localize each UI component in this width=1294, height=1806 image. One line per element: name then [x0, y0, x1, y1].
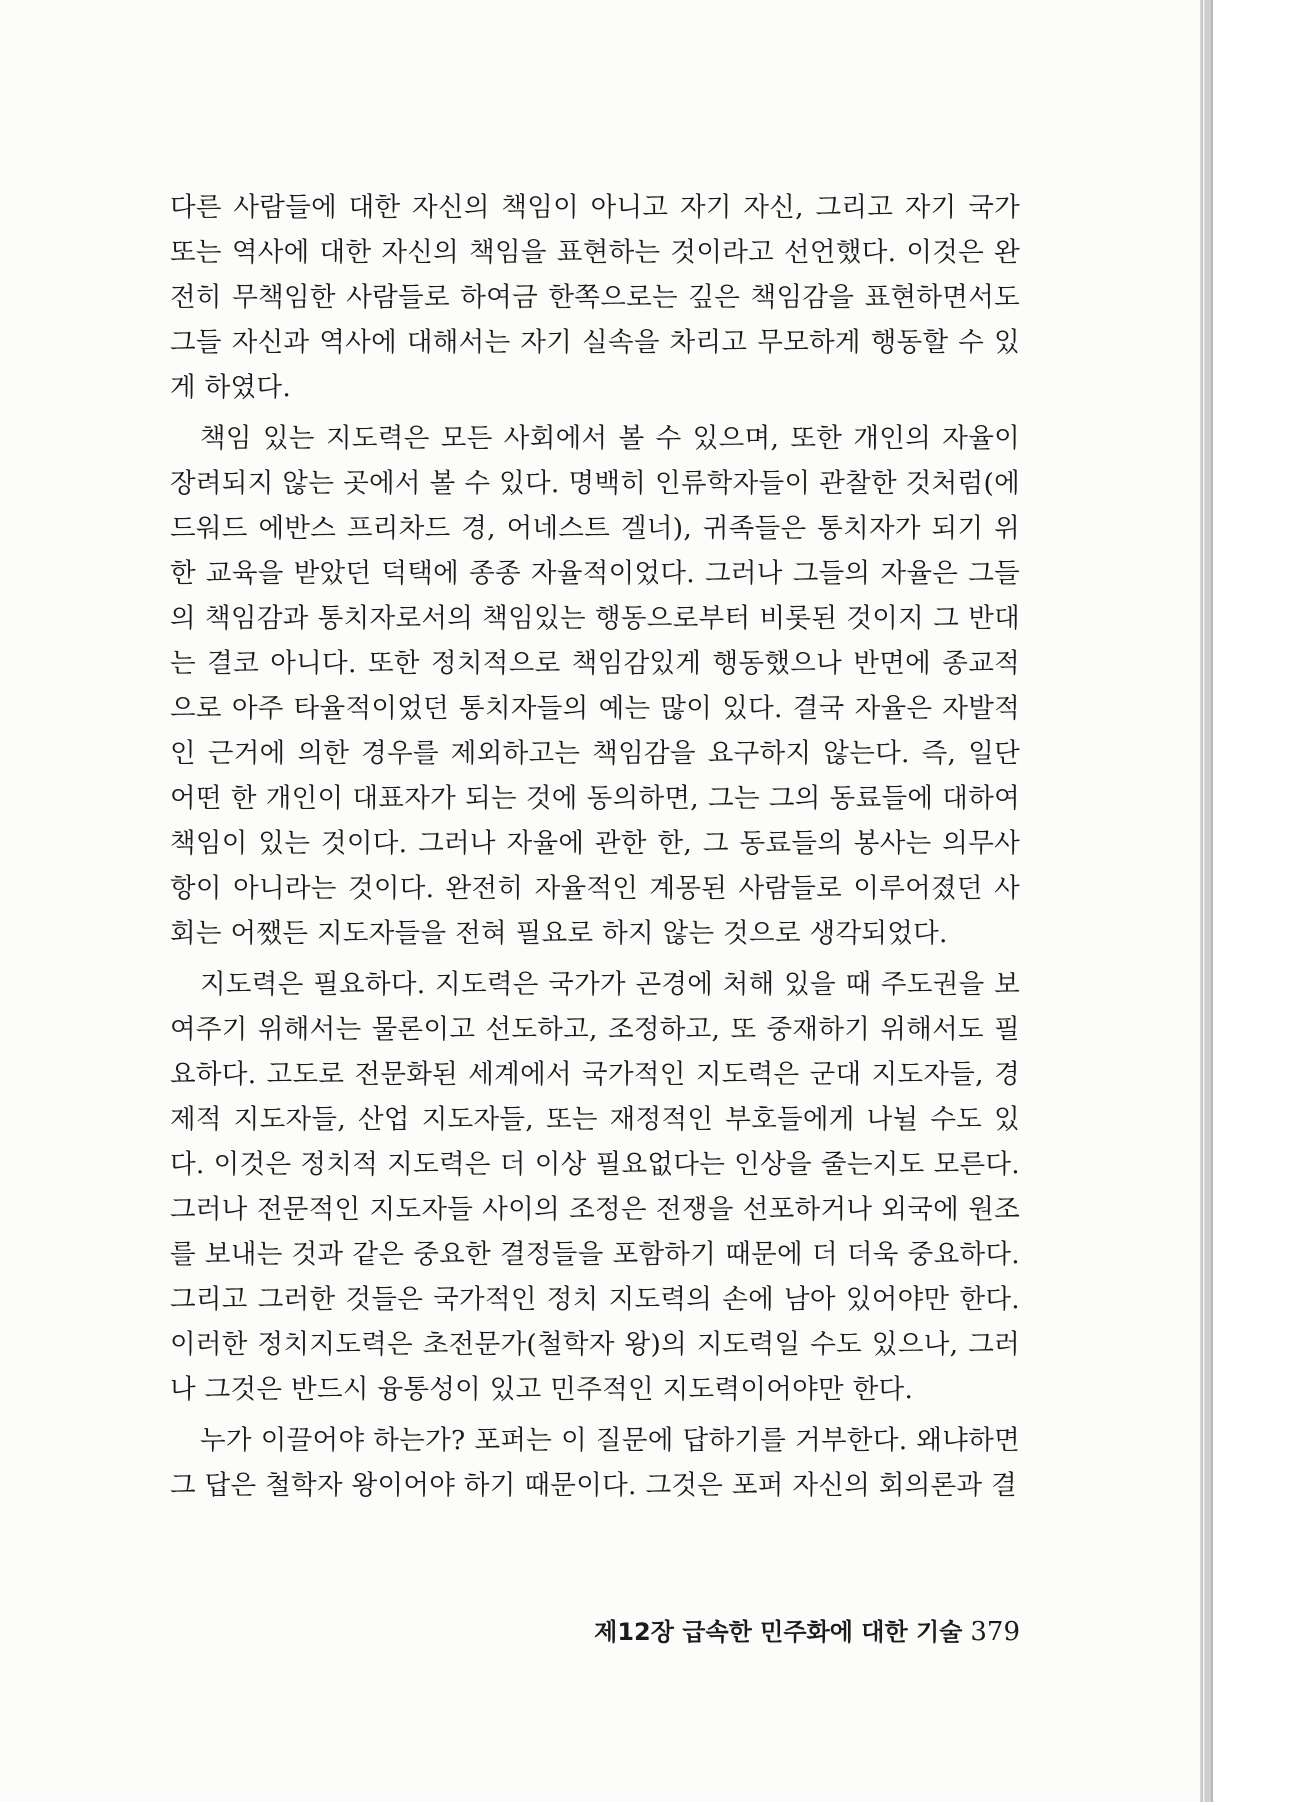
- running-footer: [560, 1612, 1020, 1647]
- paragraph-continuation: 다른 사람들에 대한 자신의 책임이 아니고 자기 자신, 그리고 자기 국가 또는 역사에 대한 자신의 책임을 표현하는 것이라고 선언했다. 이것은 완전히 무책임한 사람들로 하여금 한쪽으로는 깊은 책임감을 표현하면서도 그들 자신과 역사에 대해서는 자기 실속을 차리고 무모하게 행동할 수 있게 하였다.: [170, 192, 1020, 403]
- paragraph-leadership-necessary: 지도력은 필요하다. 지도력은 국가가 곤경에 처해 있을 때 주도권을 보여주기 위해서는 물론이고 선도하고, 조정하고, 또 중재하기 위해서도 필요하다. 고도로 전문화된 세계에서 국가적인 지도력은 군대 지도자들, 경제적 지도자들, 산업 지도자들, 또는 재정적인 부호들에게 나뉠 수도 있다. 이것은 정치적 지도력은 더 이상 필요없다는 인상을 줄는지도 모른다. 그러나 전문적인 지도자들 사이의 조정은 전쟁을 선포하거나 외국에 원조를 보내는 것과 같은 중요한 결정들을 포함하기 때문에 더 더욱 중요하다. 그리고 그러한 것들은 국가적인 정치 지도력의 손에 남아 있어야만 한다. 이러한 정치지도력은 초전문가(철학자 왕)의 지도력일 수도 있으나, 그러나 그것은 반드시 융통성이 있고 민주적인 지도력이어야만 한다.: [170, 969, 1020, 1405]
- paragraph-responsible-leadership: 책임 있는 지도력은 모든 사회에서 볼 수 있으며, 또한 개인의 자율이 장려되지 않는 곳에서 볼 수 있다. 명백히 인류학자들이 관찰한 것처럼(에드워드 에반스 프리차드 경, 어네스트 겔너), 귀족들은 통치자가 되기 위한 교육을 받았던 덕택에 종종 자율적이었다. 그러나 그들의 자율은 그들의 책임감과 통치자로서의 책임있는 행동으로부터 비롯된 것이지 그 반대는 결코 아니다. 또한 정치적으로 책임감있게 행동했으나 반면에 종교적으로 아주 타율적이었던 통치자들의 예는 많이 있다. 결국 자율은 자발적인 근거에 의한 경우를 제외하고는 책임감을 요구하지 않는다. 즉, 일단 어떤 한 개인이 대표자가 되는 것에 동의하면, 그는 그의 동료들에 대하여 책임이 있는 것이다. 그러나 자율에 관한 한, 그 동료들의 봉사는 의무사항이 아니라는 것이다. 완전히 자율적인 계몽된 사람들로 이루어졌던 사회는 어쨌든 지도자들을 전혀 필요로 하지 않는 것으로 생각되었다.: [170, 423, 1020, 949]
- page-edge: [1200, 0, 1203, 1802]
- page-number: 379: [970, 1617, 1020, 1647]
- chapter-title: 제12장 급속한 민주화에 대한 기술: [594, 1618, 963, 1646]
- body-text: [170, 185, 1020, 1514]
- paragraph-who-should-lead: 누가 이끌어야 하는가? 포퍼는 이 질문에 답하기를 거부한다. 왜냐하면 그 답은 철학자 왕이어야 하기 때문이다. 그것은 포퍼 자신의 회의론과 결: [170, 1425, 1020, 1501]
